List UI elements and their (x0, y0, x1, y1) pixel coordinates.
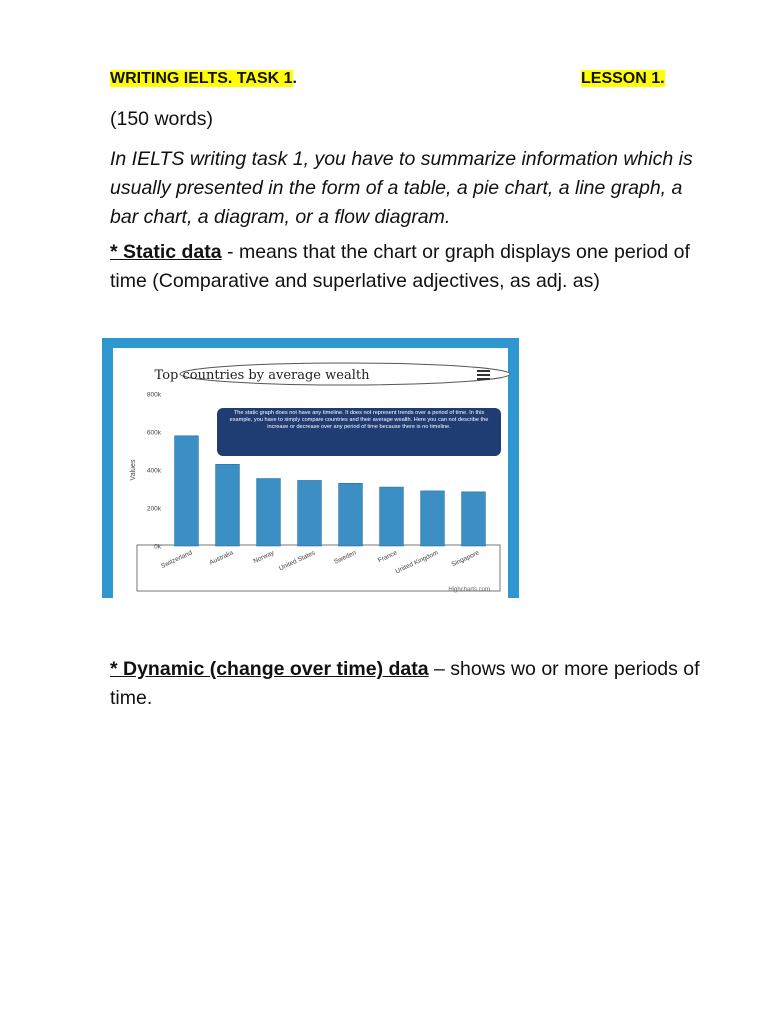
bar (257, 479, 281, 546)
bar (421, 491, 445, 546)
bar (298, 480, 322, 546)
y-tick-label: 800k (146, 391, 161, 399)
lesson-label: LESSON 1. (581, 70, 665, 87)
bar (175, 436, 199, 546)
menu-icon[interactable] (477, 370, 490, 380)
x-tick-label: United Kingdom (394, 549, 440, 576)
chart-credit: Highcharts.com (448, 587, 490, 593)
bar-chart (102, 338, 519, 598)
x-tick-label: Norway (252, 549, 276, 566)
header-title-highlight: WRITING IELTS. TASK 1 (110, 70, 293, 87)
dynamic-data-paragraph (110, 655, 720, 713)
y-tick-label: 0k (154, 543, 161, 551)
x-tick-label: Switzerland (159, 549, 194, 571)
y-tick-label: 400k (146, 467, 161, 475)
bar (216, 464, 240, 546)
annotation-text: The static graph does not have any timeline. It does not represent trends over a period of time. In this example, you have to simply compare countries and their average wealth. Here you can not describe the increase or decrease over any period of time because there is no timeline. (229, 410, 489, 430)
y-tick-label: 600k (146, 429, 161, 437)
y-axis-label: Values (130, 459, 137, 481)
static-data-term: * Static data (110, 241, 222, 263)
x-tick-label: Sweden (333, 549, 358, 566)
annotation-container (222, 410, 496, 454)
chart-image (102, 338, 519, 598)
bar (339, 483, 363, 546)
dynamic-data-term: * Dynamic (change over time) data (110, 658, 429, 680)
document-header-title (110, 70, 297, 88)
intro-paragraph: In IELTS writing task 1, you have to summarize information which is usually presented in the form of a table, a pie chart, a line graph, a bar chart, a diagram, or a flow diagram. (110, 148, 693, 228)
y-tick-label: 200k (146, 505, 161, 513)
static-data-paragraph (110, 238, 720, 296)
bar (462, 492, 486, 546)
static-data-text: - means that the chart or graph displays one period of time (Comparative and superlative adjectives, as adj. as) (110, 241, 690, 292)
chart-title: Top countries by average wealth (154, 368, 370, 383)
x-tick-label: Australia (208, 549, 235, 567)
document-header-lesson (581, 70, 665, 88)
dynamic-data-text: – shows wo or more periods of time. (110, 658, 700, 709)
x-tick-label: France (377, 549, 399, 565)
bar (380, 487, 404, 546)
header-title-suffix: . (292, 70, 297, 87)
word-count: (150 words) (110, 108, 213, 130)
x-tick-label: Singapore (450, 549, 481, 569)
x-tick-label: United States (278, 549, 317, 573)
